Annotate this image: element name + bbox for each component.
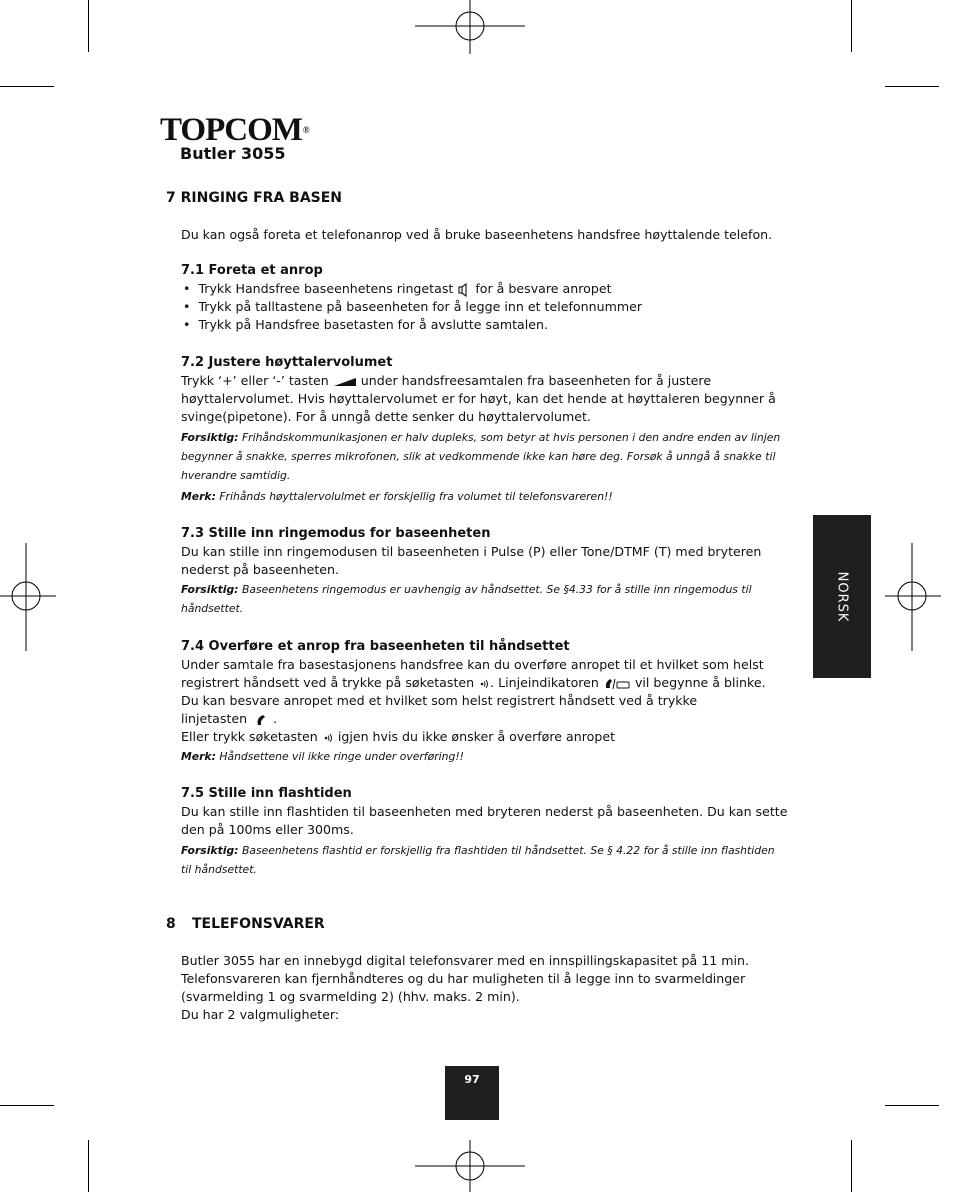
page-search-icon: [478, 678, 490, 690]
brand-logo: [160, 114, 309, 146]
section-7-5-title: 7.5 Stille inn flashtiden: [181, 786, 352, 801]
section-7-4-title: 7.4 Overføre et anrop fra baseenheten til håndsettet: [181, 639, 570, 654]
section-7-4-line-1: Under samtale fra basestasjonens handsfree kan du overføre anropet til et hvilket som helst: [181, 657, 764, 672]
section-8-line-1: Butler 3055 har en innebygd digital telefonsvarer med en innspillingskapasitet på 11 min.: [181, 953, 750, 968]
page-search-icon: [322, 732, 334, 744]
section-7-4-note: Merk: Håndsettene vil ikke ringe under overføring!!: [181, 750, 464, 763]
registration-mark-bottom: [415, 1140, 525, 1192]
section-7-title: 7 RINGING FRA BASEN: [166, 190, 343, 206]
registration-mark-top: [415, 0, 525, 54]
section-7-2-line-2: høyttalervolumet. Hvis høyttalervolumet er for høyt, kan det hende at høyttaleren begynner å: [181, 391, 776, 406]
registered-mark: ®: [302, 125, 309, 135]
registration-mark-left: [0, 543, 56, 651]
section-7-2-caution-3: hverandre samtidig.: [181, 469, 291, 482]
page-number: 97: [464, 1073, 480, 1086]
language-tab-label: NORSK: [834, 571, 850, 622]
section-7-1-title: 7.1 Foreta et anrop: [181, 263, 323, 278]
handset-icon: [255, 713, 269, 727]
volume-ramp-icon: [333, 377, 357, 387]
section-7-2-line-3: svinge(pipetone). For å unngå dette senker du høyttalervolumet.: [181, 409, 591, 424]
section-7-4-line-3: Du kan besvare anropet med et hvilket som helst registrert håndsett ved å trykke: [181, 693, 698, 708]
section-7-5-line-1: Du kan stille inn flashtiden til baseenheten med bryteren nederst på baseenheten. Du kan sette: [181, 804, 788, 819]
language-tab: [813, 515, 871, 678]
section-7-1-bullet-1: • Trykk Handsfree baseenhetens ringetast for å besvare anropet: [183, 281, 612, 296]
section-8-number: 8: [166, 916, 176, 932]
section-7-5-line-2: den på 100ms eller 300ms.: [181, 822, 354, 837]
section-8-line-4: Du har 2 valgmuligheter:: [181, 1007, 340, 1022]
section-7-3-line-1: Du kan stille inn ringemodusen til baseenheten i Pulse (P) eller Tone/DTMF (T) med bryteren: [181, 544, 762, 559]
section-7-3-title: 7.3 Stille inn ringemodus for baseenheten: [181, 526, 491, 541]
section-7-2-caution-1: Forsiktig: Frihåndskommunikasjonen er halv dupleks, som betyr at hvis personen i den andre enden av linjen: [181, 431, 781, 444]
model-name: Butler 3055: [180, 144, 286, 163]
brand-name: TOPCOM: [160, 112, 302, 148]
section-7-3-caution-1: Forsiktig: Baseenhetens ringemodus er uavhengig av håndsettet. Se §4.33 for å stille inn ringemodus til: [181, 583, 752, 596]
section-7-1-bullet-3: • Trykk på Handsfree basetasten for å avslutte samtalen.: [183, 317, 548, 332]
line-indicator-icon: [603, 677, 631, 691]
section-7-2-line-1: Trykk ‘+’ eller ‘-’ tasten under handsfreesamtalen fra baseenheten for å justere: [181, 373, 712, 388]
section-7-5-caution-2: til håndsettet.: [181, 863, 257, 876]
section-7-4-line-4: linjetasten .: [181, 711, 278, 726]
section-7-5-caution-1: Forsiktig: Baseenhetens flashtid er forskjellig fra flashtiden til håndsettet. Se § 4.22 for å stille inn flashtiden: [181, 844, 775, 857]
section-7-3-caution-2: håndsettet.: [181, 602, 244, 615]
section-7-2-note: Merk: Frihånds høyttalervolulmet er forskjellig fra volumet til telefonsvareren!!: [181, 490, 613, 503]
section-7-4-line-2: registrert håndsett ved å trykke på søketasten . Linjeindikatoren vil begynne å blinke.: [181, 675, 766, 690]
registration-mark-right: [885, 543, 941, 651]
section-7-2-title: 7.2 Justere høyttalervolumet: [181, 355, 393, 370]
section-7-intro: Du kan også foreta et telefonanrop ved å bruke baseenhetens handsfree høyttalende telefon.: [181, 227, 773, 242]
section-7-2-caution-2: begynner å snakke, sperres mikrofonen, slik at vedkommende ikke kan høre deg. Forsøk å unngå å snakke til: [181, 450, 776, 463]
section-7-1-bullet-2: • Trykk på talltastene på baseenheten for å legge inn et telefonnummer: [183, 299, 643, 314]
speaker-icon: [457, 283, 471, 297]
section-7-3-line-2: nederst på baseenheten.: [181, 562, 340, 577]
section-7-4-line-5: Eller trykk søketasten igjen hvis du ikke ønsker å overføre anropet: [181, 729, 616, 744]
section-8-line-2: Telefonsvareren kan fjernhåndteres og du har muligheten til å legge inn to svarmeldinger: [181, 971, 746, 986]
section-8-line-3: (svarmelding 1 og svarmelding 2) (hhv. maks. 2 min).: [181, 989, 520, 1004]
section-8-title: TELEFONSVARER: [192, 916, 325, 932]
page-number-box: [445, 1066, 499, 1120]
